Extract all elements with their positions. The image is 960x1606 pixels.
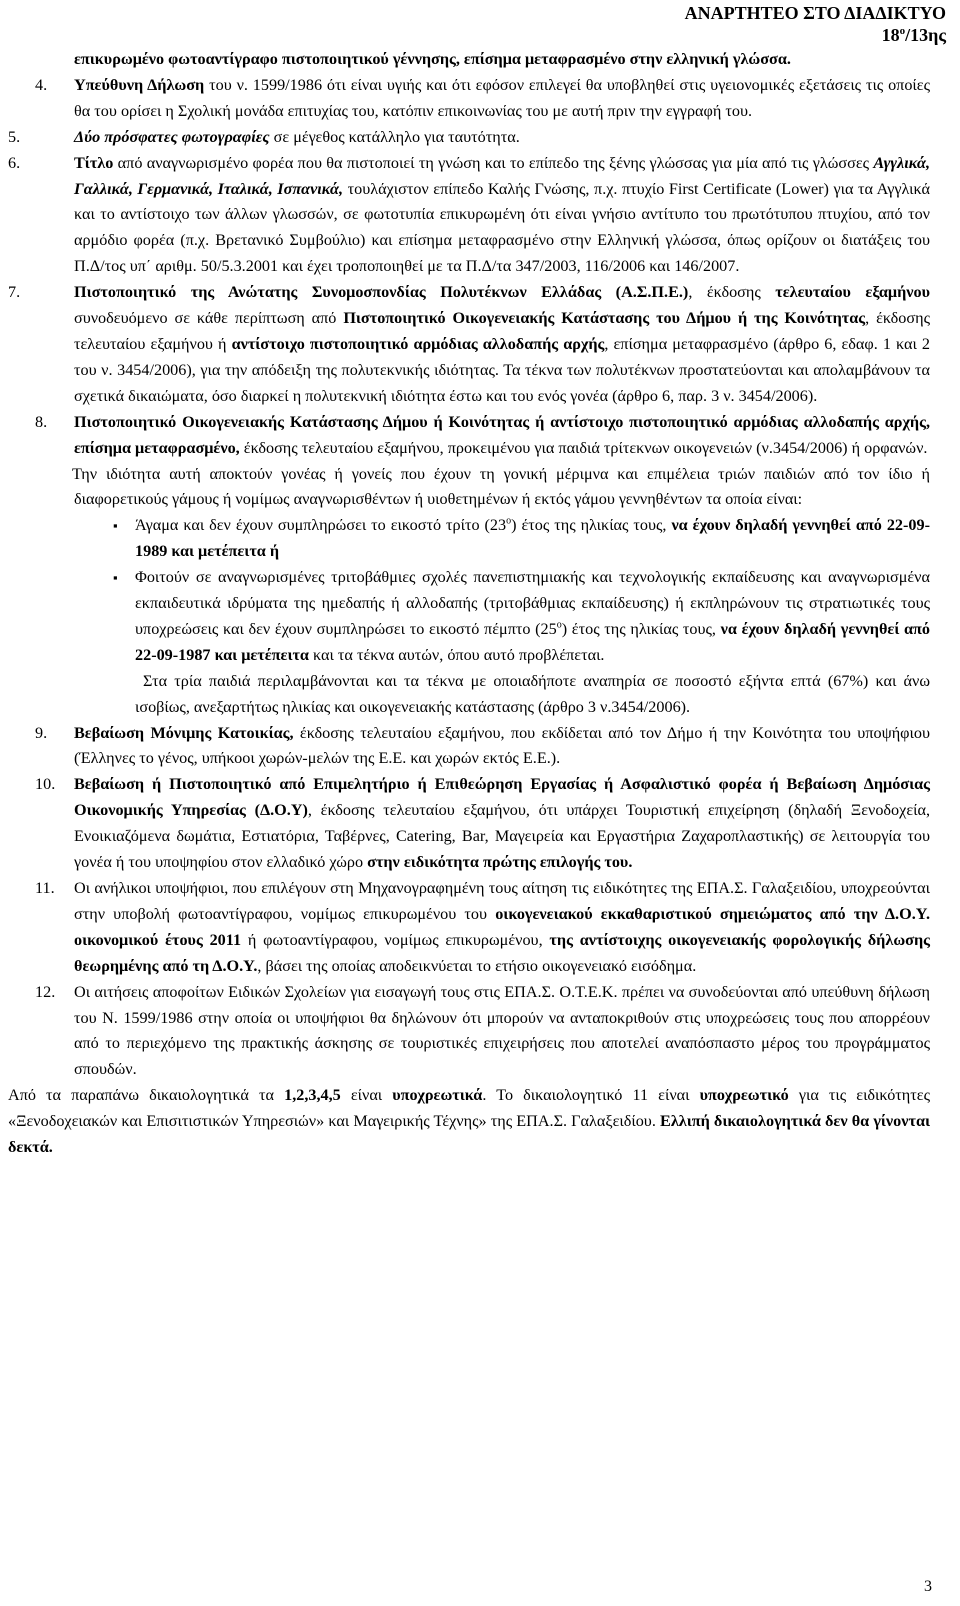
header-session — [685, 24, 946, 46]
list-item-10 — [8, 772, 930, 876]
item-bold: Πιστοποιητικό της Ανώτατης Συνομοσπονδίας Πολυτέκνων Ελλάδας (Α.Σ.Π.Ε.) — [74, 283, 689, 302]
item-text: , επίσημα μεταφρασμένο (άρθρο 6, εδαφ. 1 και 2 του ν. 3454/2006), για την απόδειξη της πολυτεκνικής ιδιότητας. Τα τέκνα των πολυτέκνων προστατεύονται και απολαμβάνουν τα σχετικά δικαιώματα, όσο διαρκεί η πολυτεκνική ιδιότητα έστω και του ενός γονέα (άρθρο 6, παρ. 3 ν. 3454/2006). — [74, 334, 930, 405]
item-languages: Αγγλικά, Γαλλικά, Γερμανικά, Ιταλικά, Ισπανικά, — [74, 153, 930, 198]
item-number: 10. — [35, 775, 56, 794]
item-number: 11. — [35, 879, 55, 897]
item-bold: Βεβαίωση ή Πιστοποιητικό από Επιμελητήριο ή Επιθεώρηση Εργασίας ή Ασφαλιστικό φορέα ή Βεβαίωση Δημόσιας Οικονομικής Υπηρεσίας (Δ.Ο.Υ) — [74, 775, 930, 820]
item-number: 6. — [8, 153, 21, 172]
item-bold: Δύο πρόσφατες φωτογραφίες — [74, 127, 270, 146]
bullet-item-2 — [113, 565, 930, 669]
item-body — [74, 125, 930, 151]
item-number: 7. — [8, 283, 21, 302]
item-number: 12. — [35, 982, 56, 1001]
item-text: έκδοσης τελευταίου εξαμήνου, προκειμένου για παιδιά τρίτεκνων οικογενειών (ν.3454/2006) ή ορφανών. — [239, 438, 928, 457]
item-text: συνοδευόμενο σε κάθε περίπτωση από — [74, 309, 344, 328]
intro-text: επικυρωμένο φωτοαντίγραφο πιστοποιητικού γέννησης, επίσημα μεταφρασμένο στην ελληνική γλώσσα. — [74, 50, 791, 68]
bullet-text: ) έτος της ηλικίας τους, — [511, 516, 672, 535]
bullet-body — [135, 565, 930, 669]
item-text: , βάσει της οποίας αποδεικνύεται το ετήσιο οικογενειακό εισόδημα. — [257, 956, 697, 975]
closing-paragraph — [8, 1083, 930, 1161]
item-text: σε μέγεθος κατάλληλο για ταυτότητα. — [269, 127, 520, 146]
item-bold: Πιστοποιητικό Οικογενειακής Κατάστασης του Δήμου ή της Κοινότητας — [343, 309, 866, 328]
closing-bold: 1,2,3,4,5 — [284, 1086, 341, 1105]
bullet-list — [113, 513, 930, 720]
closing-text: για τις ειδικότητες «Ξενοδοχειακών και Επισιτιστικών Υπηρεσιών» και Μαγειρικής Τέχνης» της ΕΠΑ.Σ. Γαλαξειδίου. — [8, 1086, 930, 1131]
item-text: έκδοσης τελευταίου εξαμήνου, που εκδίδεται από τον Δήμο ή την Κοινότητα του υποψήφιου (Έλληνες το γένος, υπήκοοι χωρών-μελών της Ε.Ε. και χωρών εκτός Ε.Ε.). — [74, 723, 930, 768]
list-item-8 — [8, 410, 930, 462]
list-item-12 — [8, 980, 930, 1084]
bullet-bold: να έχουν δηλαδή γεννηθεί από 22-09-1987 και μετέπειτα — [135, 619, 931, 664]
list-item-6 — [8, 151, 930, 281]
bullet-item-1 — [113, 513, 930, 565]
item-bold: αντίστοιχο πιστοποιητικό αρμόδιας αλλοδαπής αρχής — [231, 334, 605, 353]
item-text: από αναγνωρισμένο φορέα που θα πιστοποιεί τη γνώση και το επίπεδο της ξένης γλώσσας για μία από τις γλώσσες — [113, 153, 874, 172]
bullet-sup: ο — [556, 619, 562, 631]
item-bold: οικογενειακού εκκαθαριστικού σημειώματος από την Δ.Ο.Υ. οικονομικού έτους 2011 — [74, 904, 931, 949]
parent-paragraph-text: Την ιδιότητα αυτή αποκτούν γονέας ή γονείς που έχουν τη γονική μέριμνα και επιμέλεια τριών παιδιών από τον ίδιο ή διαφορετικούς γάμους ή νομίμως αναγνωρισθέντων ή υιοθετημένων ή εκτός γάμου γεννηθέντων τα οποία είναι: — [72, 464, 930, 509]
item-body — [74, 280, 930, 410]
square-bullet-icon: ▪ — [113, 518, 118, 534]
item-number: 9. — [35, 723, 48, 742]
item-body — [74, 151, 930, 281]
item-text: , έκδοσης τελευταίου εξαμήνου, ότι υπάρχει Τουριστική επιχείρηση (δηλαδή Ξενοδοχεία, Ενοικιαζόμενα δωμάτια, Εστιατόρια, Ταβέρνες, Catering, Bar, Μαγειρεία και Εργαστήρια Ζαχαροπλαστικής) σε λειτουργία του γονέα ή του υποψηφίου στον ελλαδικό χώρο — [74, 801, 930, 872]
item-text: τουλάχιστον επίπεδο Καλής Γνώσης, π.χ. πτυχίο First Certificate (Lower) για τα Αγγλικά και το αντίστοιχο των άλλων γλωσσών, σε φωτοτυπία επικυρωμένη ότι είναι γνήσιο αντίτυπο του πρωτότυπου πτυχίου, από τον αρμόδιο φορέα (π.χ. Βρετανικό Συμβούλιο) και επίσημα μεταφρασμένο στην Ελληνική γλώσσα, όπως ορίζουν οι διατάξεις του Π.Δ/τος υπ΄ αριθμ. 50/5.3.2001 και έχει τροποποιηθεί με τα Π.Δ/τα 347/2003, 116/2006 και 146/2007. — [74, 179, 931, 276]
header-session-sup: ο — [899, 25, 906, 37]
three-children-text: Στα τρία παιδιά περιλαμβάνονται και τα τέκνα με οποιαδήποτε αναπηρία σε ποσοστό εξήντα επτά (67%) και άνω ισοβίως, ανεξαρτήτως ηλικίας και οικογενειακής κατάστασης (άρθρο 3 ν.3454/2006). — [135, 671, 930, 716]
closing-bold: υποχρεωτικό — [699, 1086, 789, 1105]
header-title: ΑΝΑΡΤΗΤΕΟ ΣΤΟ ΔΙΑΔΙΚΤΥΟ — [684, 3, 946, 23]
bullet-bold: να έχουν δηλαδή γεννηθεί από 22-09-1989 και μετέπειτα ή — [135, 516, 930, 561]
list-item-5 — [8, 125, 930, 151]
square-bullet-icon: ▪ — [113, 570, 118, 586]
item-number: 4. — [35, 75, 48, 94]
list-item-4 — [8, 73, 930, 125]
item-body — [74, 410, 930, 462]
item-bold: Υπεύθυνη Δήλωση — [74, 75, 205, 94]
bullet-sup: ο — [506, 515, 512, 527]
list-item-9 — [8, 721, 930, 773]
closing-bold: υποχρεωτικά — [392, 1086, 483, 1105]
item-text: του ν. 1599/1986 ότι είναι υγιής και ότι εφόσον επιλεγεί θα υποβληθεί στις υγειονομικές εξετάσεις τις οποίες θα του ορίσει η Σχολική μονάδα επιτυχίας του, κατόπιν επικοινωνίας του με αυτή πριν την εγγραφή του. — [74, 75, 930, 120]
item-text: Οι αιτήσεις αποφοίτων Ειδικών Σχολείων για εισαγωγή τους στις ΕΠΑ.Σ. Ο.Τ.Ε.Κ. πρέπει να συνοδεύονται από υπεύθυνη δήλωση του Ν. 1599/1986 στην οποία οι υποψήφιοι θα δηλώνουν ότι μπορούν να ανταποκριθούν στις υποχρεώσεις τους που απορρέουν από το περιεχόμενο της πρακτικής άσκησης σε τουριστικές επιχειρήσεις που αποτελεί αναπόσπαστο μέρος του προγράμματος σπουδών. — [74, 982, 930, 1079]
document-body — [8, 47, 930, 1161]
item-body — [74, 73, 930, 125]
header — [685, 2, 946, 46]
item-text: , έκδοσης τελευταίου εξαμήνου ή — [74, 309, 931, 353]
item-bold: Βεβαίωση Μόνιμης Κατοικίας, — [74, 723, 294, 742]
page-number: 3 — [924, 1578, 932, 1595]
bullet-text: ) έτος της ηλικίας τους, — [561, 619, 721, 638]
item-bold: τελευταίου εξαμήνου — [775, 283, 931, 302]
list-item-11 — [8, 876, 930, 980]
bullet-body — [135, 513, 930, 565]
list-item-7 — [8, 280, 930, 410]
header-session-day: 18 — [881, 25, 900, 45]
item-bold: Τίτλο — [74, 153, 114, 172]
closing-text: Από τα παραπάνω δικαιολογητικά τα — [8, 1086, 285, 1105]
three-children-paragraph — [113, 669, 930, 721]
intro-continuation — [8, 47, 930, 73]
item-bold: στην ειδικότητα πρώτης επιλογής του. — [367, 853, 633, 872]
bullet-text: και τα τέκνα αυτών, όπου αυτό προβλέπεται. — [308, 645, 605, 664]
item-body — [74, 772, 930, 876]
closing-text: . Το δικαιολογητικό 11 είναι — [482, 1086, 700, 1105]
item-body — [74, 980, 930, 1084]
bullet-text: Φοιτούν σε αναγνωρισμένες τριτοβάθμιες σχολές πανεπιστημιακής και τεχνολογικής εκπαίδευσης και αναγνωρισμένα εκπαιδευτικά ιδρύματα της ημεδαπής ή αλλοδαπής (τριτοβάθμιας εκπαίδευσης) ή εκπληρώνουν τις στρατιωτικές τους υποχρεώσεις και δεν έχουν συμπληρώσει το εικοστό πέμπτο (25 — [135, 568, 930, 638]
header-session-suffix: /13ης — [905, 25, 946, 45]
item-body — [74, 876, 930, 980]
item-number: 8. — [35, 412, 48, 431]
item-bold: Πιστοποιητικό Οικογενειακής Κατάστασης Δήμου ή Κοινότητας ή αντίστοιχο πιστοποιητικό αρμόδιας αλλοδαπής αρχής, επίσημα μεταφρασμένο, — [74, 412, 930, 457]
parent-paragraph — [8, 462, 930, 514]
item-text: ή φωτοαντίγραφου, νομίμως επικυρωμένου, — [241, 930, 550, 949]
item-text: Οι ανήλικοι υποψήφιοι, που επιλέγουν στη Μηχανογραφημένη τους αίτηση τις ειδικότητες της ΕΠΑ.Σ. Γαλαξειδίου, υποχρεούνται στην υποβολή φωτοαντίγραφου, νομίμως επικυρωμένου του — [74, 879, 930, 923]
item-text: , έκδοσης — [688, 283, 776, 302]
bullet-text: Άγαμα και δεν έχουν συμπληρώσει το εικοστό τρίτο (23 — [135, 516, 507, 535]
closing-bold: Ελλιπή δικαιολογητικά δεν θα γίνονται δεκτά. — [8, 1112, 930, 1157]
closing-text: είναι — [340, 1086, 393, 1105]
item-number: 5. — [8, 127, 21, 146]
item-bold: της αντίστοιχης οικογενειακής φορολογικής δήλωσης θεωρημένης από τη Δ.Ο.Υ. — [74, 930, 930, 975]
item-body — [74, 721, 930, 773]
